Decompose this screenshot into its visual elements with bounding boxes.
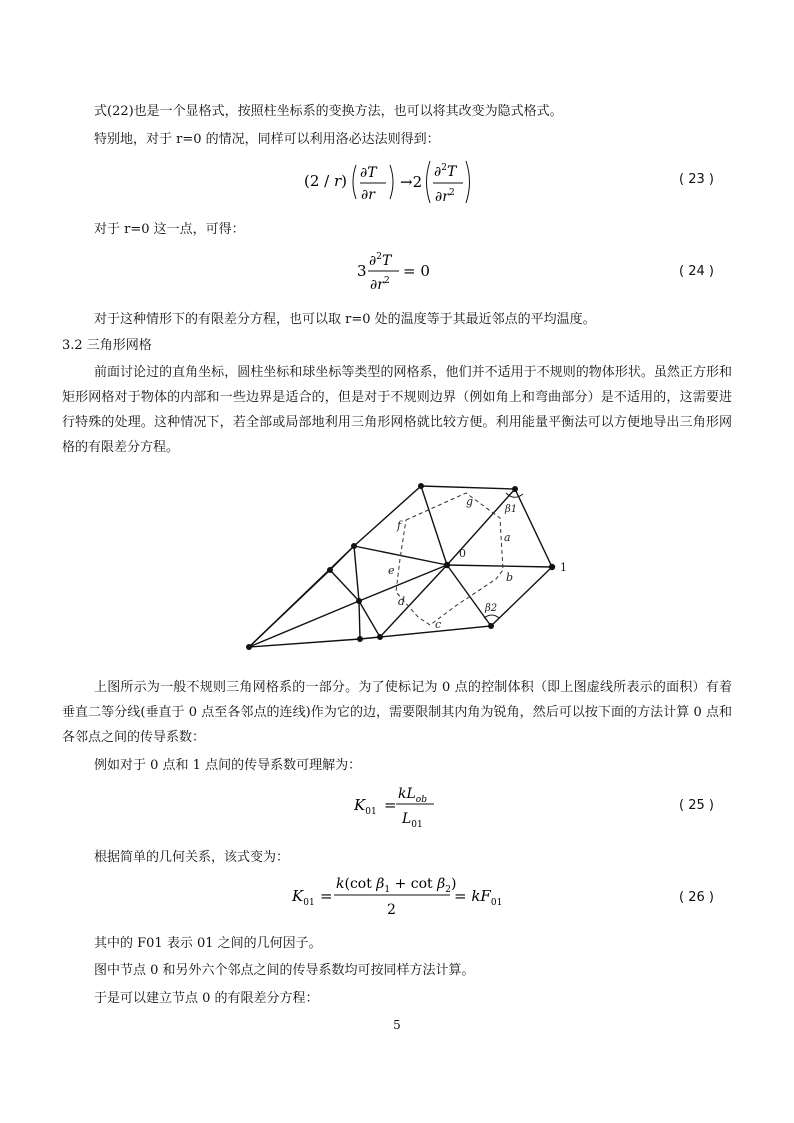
svg-text:K01: $K_{01}$: [292, 887, 315, 908]
svg-text:L01: $L_{01}$: [402, 811, 423, 830]
node-1: [549, 564, 555, 570]
equation-25: [352, 780, 452, 830]
label-d: d: [398, 595, 406, 608]
svg-text:k(cot β1 + cot β2): k(cot $\beta_1 + \cot \beta_2$): [336, 876, 457, 895]
node-0: [444, 562, 450, 568]
paragraph-10: 图中节点 0 和另外六个邻点之间的传导系数均可按同样方法计算。: [94, 963, 475, 978]
triangular-mesh-figure: [238, 475, 578, 660]
paragraph-7: 例如对于 0 点和 1 点间的传导系数可理解为：: [94, 758, 362, 773]
svg-text:kLob: $kL_{ob}$: [398, 786, 427, 805]
svg-text:∂2T: ∂$^2$T: [434, 163, 457, 180]
svg-text:= kF01: = $kF_{01}$: [454, 887, 503, 908]
svg-text:=: =: [384, 796, 397, 814]
svg-text:∂r2: $\partial r^2$: [435, 188, 455, 205]
angle-beta2-arc: [484, 615, 499, 618]
equation-26: [290, 868, 510, 920]
label-c: c: [435, 618, 442, 631]
paragraph-5: 前面讨论过的直角坐标，圆柱坐标和球坐标等类型的网格系，他们并不适用于不规则的物体形状。虽然正方形和矩形网格对于物体的内部和一些边界是适合的，但是对于不规则边界（例如角上和弯曲部分）是不适用的，这需要进行特殊的处理。这种情况下，若全部或局部地利用三角形网格就比较方便。利用能量平衡法可以方便地导出三角形网格的有限差分方程。: [62, 365, 732, 455]
label-node-1: 1: [560, 561, 567, 574]
svg-text:→2: →2: [400, 173, 423, 191]
svg-text:=: =: [320, 887, 333, 905]
label-e: e: [388, 564, 395, 577]
svg-text:∂2T: ∂$^2$T: [369, 252, 392, 269]
equation-24-number: ( 24 ): [679, 264, 714, 279]
label-b: b: [506, 571, 514, 584]
label-a: a: [504, 531, 511, 544]
equation-23-number: ( 23 ): [679, 172, 714, 187]
paragraph-4: 对于这种情形下的有限差分方程，也可以取 r=0 处的温度等于其最近邻点的平均温度。: [94, 312, 596, 327]
paragraph-3: 对于 r=0 这一点，可得：: [94, 222, 245, 237]
svg-text:∂r: ∂r: [361, 187, 375, 203]
svg-text:3: 3: [357, 262, 367, 280]
label-f: f: [397, 519, 402, 532]
paragraph-6: 上图所示为一般不规则三角网格系的一部分。为了使标记为 0 点的控制体积（即上图虚线所表示的面积）有着垂直二等分线(垂直于 0 点至各邻点的连线)作为它的边，需要限制其内角为锐角，然后可以按下面的方法计算 0 点和各邻点之间的传导系数：: [62, 680, 732, 745]
paragraph-8: 根据简单的几何关系，该式变为：: [94, 850, 290, 865]
svg-text:= 0: = 0: [403, 262, 430, 280]
page-number: 5: [393, 1018, 401, 1032]
svg-text:2: 2: [387, 902, 396, 918]
paragraph-11: 于是可以建立节点 0 的有限差分方程：: [94, 991, 319, 1006]
svg-text:∂r2: $\partial r^2$: [370, 276, 390, 293]
paragraph-1: 式(22)也是一个显格式，按照柱坐标系的变换方法，也可以将其改变为隐式格式。: [94, 104, 563, 119]
label-node-0: 0: [459, 547, 466, 560]
paragraph-9: 其中的 F01 表示 01 之间的几何因子。: [94, 936, 322, 951]
paragraph-2: 特别地，对于 r=0 的情况，同样可以利用洛必达法则得到：: [94, 132, 440, 147]
label-beta2: β2: [485, 603, 498, 614]
label-g: g: [466, 495, 474, 508]
svg-text:(2 / r): (2 / r): [304, 172, 348, 190]
equation-25-number: ( 25 ): [679, 798, 714, 813]
label-beta1: β1: [505, 504, 518, 515]
section-heading: 3.2 三角形网格: [62, 338, 152, 353]
equation-23: [300, 155, 500, 209]
svg-text:K01: $K_{01}$: [354, 796, 377, 817]
equation-26-number: ( 26 ): [679, 890, 714, 905]
svg-text:∂T: ∂T: [360, 165, 377, 181]
equation-24: [355, 246, 445, 296]
